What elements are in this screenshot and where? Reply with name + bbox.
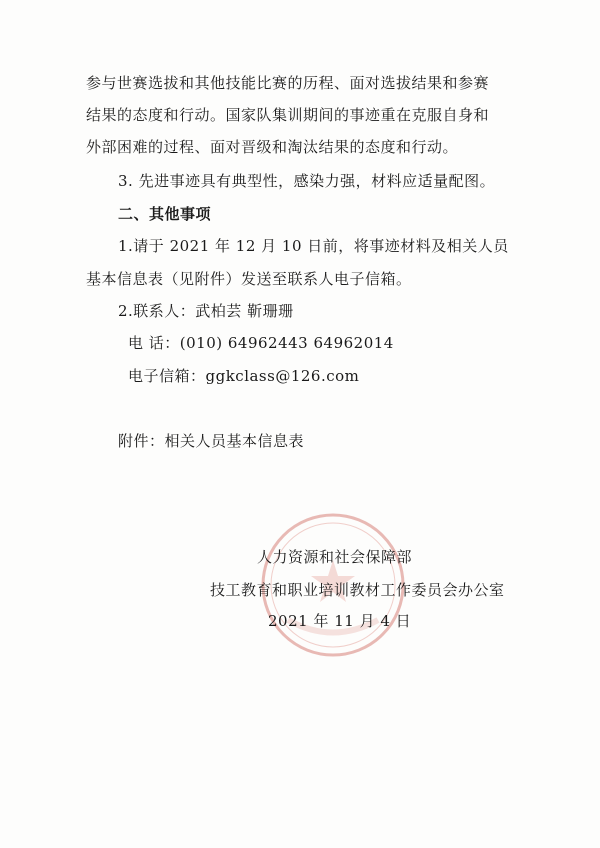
item-1-line-2: 基本信息表（见附件）发送至联系人电子信箱。 <box>86 270 412 288</box>
contact-persons: 2.联系人：武柏芸 靳珊珊 <box>118 302 294 320</box>
contact-email: 电子信箱：ggkclass@126.com <box>128 367 360 385</box>
section-heading: 二、其他事项 <box>118 205 212 223</box>
signature-org-1: 人力资源和社会保障部 <box>257 548 413 566</box>
item-1-line-1: 1.请于 2021 年 12 月 10 日前，将事迹材料及相关人员 <box>118 237 509 255</box>
signature-date: 2021 年 11 月 4 日 <box>268 612 412 630</box>
signature-org-2: 技工教育和职业培训教材工作委员会办公室 <box>210 581 505 599</box>
body-line-1: 参与世赛选拔和其他技能比赛的历程、面对选拔结果和参赛 <box>86 74 490 92</box>
body-line-2: 结果的态度和行动。国家队集训期间的事迹重在克服自身和 <box>86 106 490 124</box>
contact-phone: 电 话：(010) 64962443 64962014 <box>128 334 394 352</box>
body-item-3: 3. 先进事迹具有典型性，感染力强，材料应适量配图。 <box>118 172 496 190</box>
attachment-note: 附件：相关人员基本信息表 <box>118 432 305 450</box>
body-line-3: 外部困难的过程、面对晋级和淘汰结果的态度和行动。 <box>86 138 459 156</box>
